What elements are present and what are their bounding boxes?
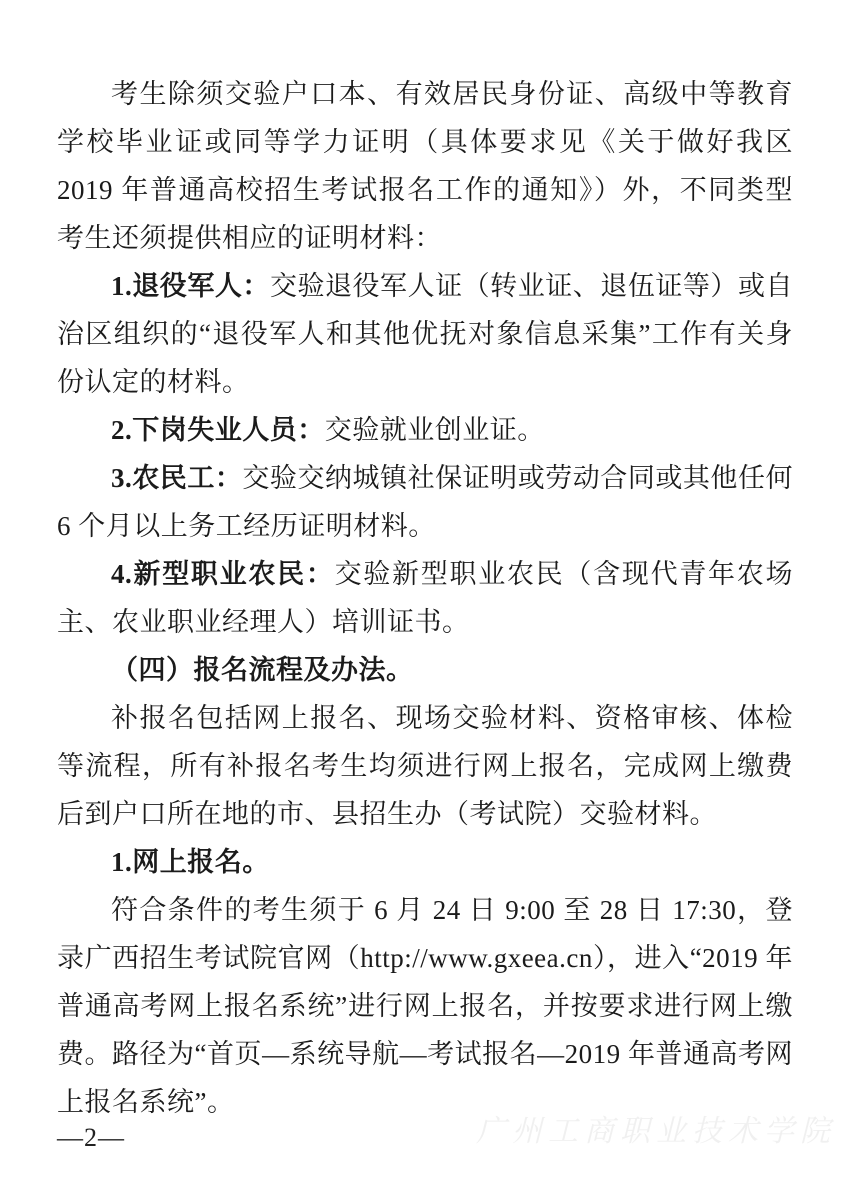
paragraph-lead: 3.农民工： <box>111 463 243 493</box>
paragraph <box>57 886 793 1126</box>
watermark: 广州工商职业技术学院 <box>476 1115 836 1148</box>
paragraph-lead: 1.网上报名。 <box>111 847 270 877</box>
paragraph <box>57 70 793 262</box>
paragraph <box>57 262 793 406</box>
paragraph-lead: （四）报名流程及办法。 <box>111 655 414 685</box>
paragraph-text: 补报名包括网上报名、现场交验材料、资格审核、体检等流程，所有补报名考生均须进行网上报名，完成网上缴费后到户口所在地的市、县招生办（考试院）交验材料。 <box>57 703 793 829</box>
paragraph <box>57 838 793 886</box>
paragraph-lead: 1.退役军人： <box>111 271 270 301</box>
paragraph-text: 符合条件的考生须于 6 月 24 日 9:00 至 28 日 17:30，登录广西招生考试院官网（http://www.gxeea.cn），进入“2019 年普通高考网上报名系统”进行网上报名，并按要求进行网上缴费。路径为“首页—系统导航—考试报名—2019 年普通高考网上报名系统”。 <box>57 895 793 1117</box>
paragraph-text: 交验新型职业农民（含现代青年农场主、农业职业经理人）培训证书。 <box>57 559 794 637</box>
page-number: —2— <box>57 1123 125 1152</box>
paragraph-text: 考生除须交验户口本、有效居民身份证、高级中等教育学校毕业证或同等学力证明（具体要求见《关于做好我区 2019 年普通高校招生考试报名工作的通知》）外，不同类型考生还须提供相应的证明材料： <box>57 79 793 253</box>
paragraph <box>57 406 793 454</box>
paragraph-text: 交验就业创业证。 <box>324 415 545 445</box>
paragraph-lead: 2.下岗失业人员： <box>111 415 325 445</box>
paragraph-text: 交验交纳城镇社保证明或劳动合同或其他任何 6 个月以上务工经历证明材料。 <box>57 463 793 541</box>
paragraph <box>57 646 793 694</box>
paragraph <box>57 550 793 646</box>
paragraph-text: 交验退役军人证（转业证、退伍证等）或自治区组织的“退役军人和其他优抚对象信息采集”工作有关身份认定的材料。 <box>57 271 793 397</box>
paragraph-lead: 4.新型职业农民： <box>111 559 335 589</box>
paragraph <box>57 694 793 838</box>
document-body <box>57 70 793 1126</box>
paragraph <box>57 454 793 550</box>
